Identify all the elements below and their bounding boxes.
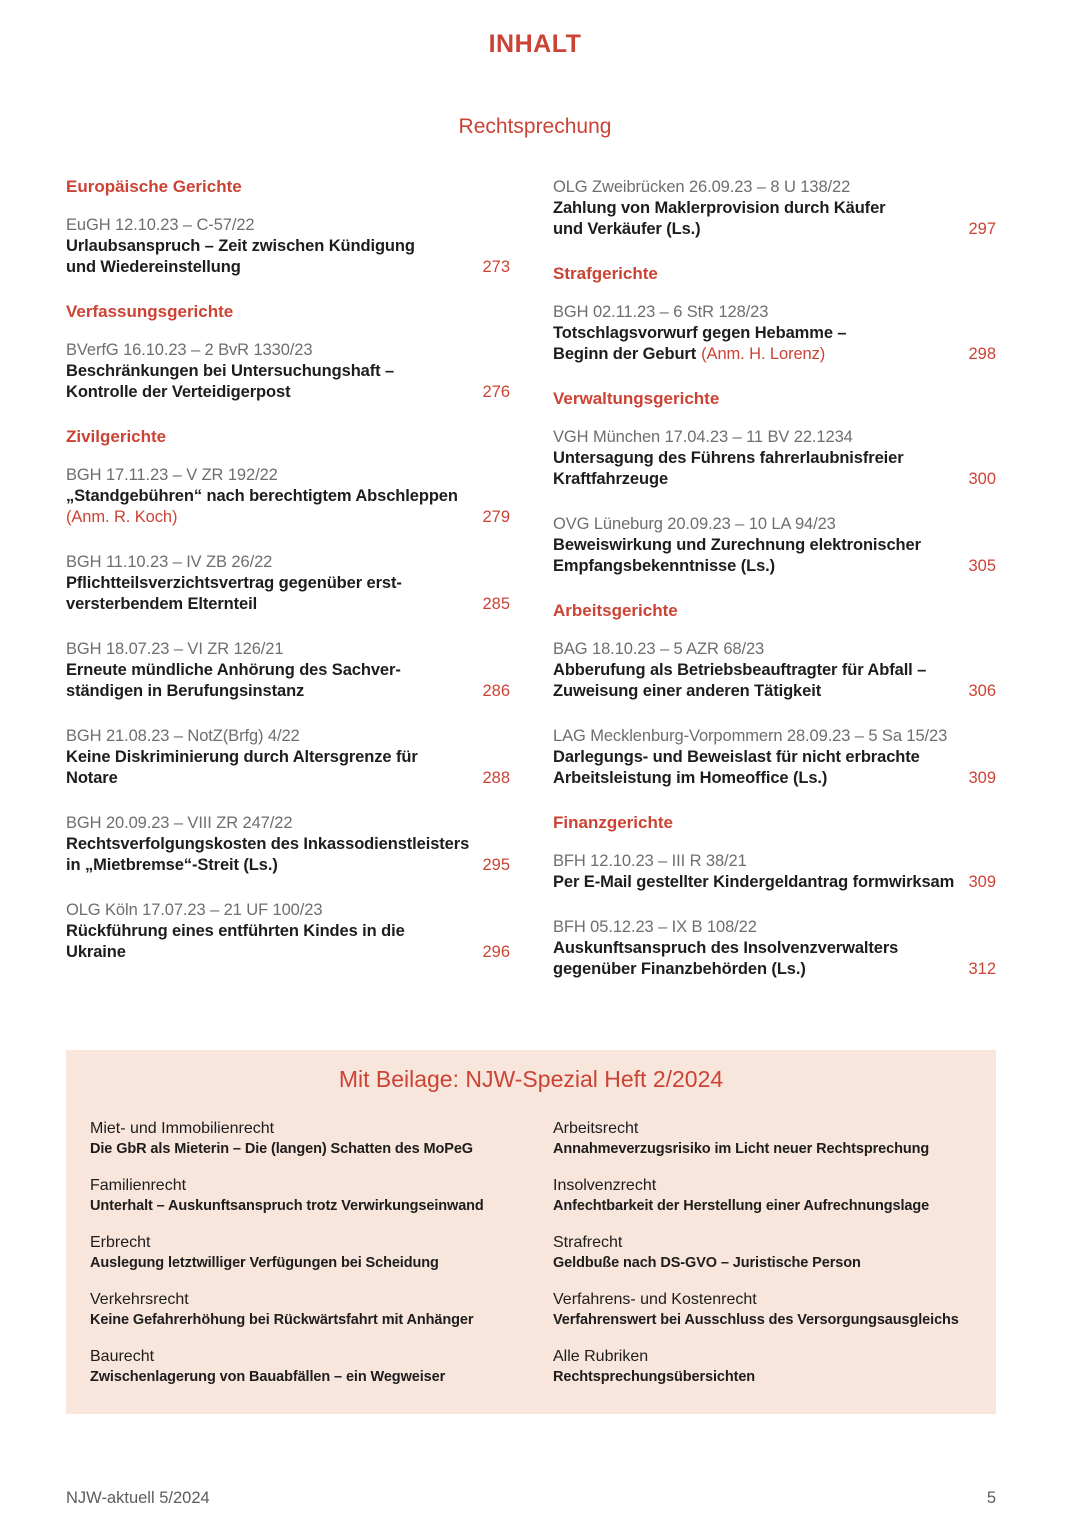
beilage-item (90, 1233, 509, 1272)
footer-journal-label: NJW-aktuell 5/2024 (66, 1489, 210, 1507)
case-reference: BGH 21.08.23 – NotZ(Brfg) 4/22 (66, 727, 300, 745)
footer-page-number: 5 (986, 1489, 996, 1507)
toc-column-left (66, 177, 510, 1004)
case-reference: LAG Mecklenburg-Vorpommern 28.09.23 – 5 Sa 15/23 (553, 727, 948, 745)
case-reference: BGH 11.10.23 – IV ZB 26/22 (66, 553, 273, 571)
section-heading-verfassungsgerichte: Verfassungsgerichte (66, 302, 234, 321)
case-title: Keine Diskriminierung durch Altersgrenze für Notare (66, 748, 418, 787)
beilage-item (90, 1176, 509, 1215)
beilage-item (553, 1233, 972, 1272)
toc-column-right (553, 177, 996, 1004)
toc-entry (553, 726, 996, 789)
beilage-topic: Die GbR als Mieterin – Die (langen) Schatten des MoPeG (90, 1141, 473, 1157)
case-title: Zahlung von Maklerprovision durch Käufer und Verkäufer (Ls.) (553, 199, 886, 238)
page-number: 295 (482, 856, 510, 874)
page-number: 300 (968, 470, 996, 488)
beilage-topic: Geldbuße nach DS-GVO – Juristische Person (553, 1255, 861, 1271)
page-number: 309 (968, 873, 996, 891)
toc-entry (553, 514, 996, 577)
toc-entry (553, 851, 996, 893)
beilage-category: Erbrecht (90, 1234, 151, 1251)
beilage-item (553, 1119, 972, 1158)
toc-entry (66, 900, 510, 963)
beilage-category: Insolvenzrecht (553, 1177, 657, 1194)
beilage-topic: Verfahrenswert bei Ausschluss des Versorgungsausgleichs (553, 1312, 959, 1328)
beilage-item (90, 1119, 509, 1158)
case-reference: EuGH 12.10.23 – C-57/22 (66, 216, 255, 234)
case-title: Totschlagsvorwurf gegen Hebamme – Beginn der Geburt (Anm. H. Lorenz) (553, 324, 847, 363)
case-reference: OLG Zweibrücken 26.09.23 – 8 U 138/22 (553, 178, 851, 196)
beilage-topic: Unterhalt – Auskunftsanspruch trotz Verwirkungseinwand (90, 1198, 484, 1214)
beilage-column-right (553, 1119, 972, 1386)
case-title: Rückführung eines entführten Kindes in die Ukraine (66, 922, 405, 961)
toc-entry (553, 917, 996, 980)
beilage-item (553, 1176, 972, 1215)
section-heading-europaeische-gerichte: Europäische Gerichte (66, 177, 242, 196)
beilage-box (66, 1050, 996, 1414)
beilage-title: Mit Beilage: NJW-Spezial Heft 2/2024 (338, 1066, 724, 1092)
toc-entry (66, 215, 510, 278)
beilage-category: Verkehrsrecht (90, 1291, 189, 1308)
toc-entry (66, 726, 510, 789)
toc-entry (553, 177, 996, 240)
beilage-topic: Keine Gefahrerhöhung bei Rückwärtsfahrt mit Anhänger (90, 1312, 474, 1328)
toc-entry (66, 552, 510, 615)
case-reference: BFH 12.10.23 – III R 38/21 (553, 852, 747, 870)
page-number: 298 (968, 345, 996, 363)
beilage-category: Verfahrens- und Kostenrecht (553, 1291, 757, 1308)
page-number: 297 (968, 220, 996, 238)
section-heading-verwaltungsgerichte: Verwaltungsgerichte (553, 389, 720, 408)
case-reference: BGH 20.09.23 – VIII ZR 247/22 (66, 814, 293, 832)
toc-entry (66, 340, 510, 403)
beilage-category: Miet- und Immobilienrecht (90, 1120, 275, 1137)
page-title: INHALT (488, 30, 582, 58)
case-annotation: (Anm. R. Koch) (66, 508, 178, 526)
beilage-topic: Auslegung letztwilliger Verfügungen bei Scheidung (90, 1255, 439, 1271)
page-number: 286 (482, 682, 510, 700)
beilage-item (90, 1347, 509, 1386)
beilage-topic: Zwischenlagerung von Bauabfällen – ein Wegweiser (90, 1369, 446, 1385)
case-title: Rechtsverfolgungskosten des Inkassodienstleisters in „Mietbremse“-Streit (Ls.) (66, 835, 470, 874)
case-annotation: (Anm. H. Lorenz) (701, 345, 826, 363)
case-title: Beschränkungen bei Untersuchungshaft – Kontrolle der Verteidigerpost (66, 362, 395, 401)
beilage-item (90, 1290, 509, 1329)
case-title: Abberufung als Betriebsbeauftragter für Abfall – Zuweisung einer anderen Tätigkeit (553, 661, 927, 700)
toc-entry (66, 465, 510, 528)
toc-columns (0, 177, 1070, 1004)
beilage-topic: Anfechtbarkeit der Herstellung einer Aufrechnungslage (553, 1198, 930, 1214)
section-heading-zivilgerichte: Zivilgerichte (66, 427, 167, 446)
case-reference: BGH 17.11.23 – V ZR 192/22 (66, 466, 278, 484)
section-heading-arbeitsgerichte: Arbeitsgerichte (553, 601, 678, 620)
beilage-category: Familienrecht (90, 1177, 187, 1194)
page-number: 279 (482, 508, 510, 526)
section-title-rechtsprechung: Rechtsprechung (458, 115, 612, 138)
toc-entry (553, 427, 996, 490)
page-number: 306 (968, 682, 996, 700)
case-reference: VGH München 17.04.23 – 11 BV 22.1234 (553, 428, 853, 446)
beilage-category: Strafrecht (553, 1234, 623, 1251)
page-footer (66, 1489, 996, 1508)
page-number: 305 (968, 557, 996, 575)
page-number: 276 (482, 383, 510, 401)
page-number: 288 (482, 769, 510, 787)
beilage-column-left (90, 1119, 509, 1386)
beilage-item (553, 1290, 972, 1329)
case-reference: BFH 05.12.23 – IX B 108/22 (553, 918, 757, 936)
case-title: Darlegungs- und Beweislast für nicht erbrachte Arbeitsleistung im Homeoffice (Ls.) (553, 748, 920, 787)
case-title: Per E-Mail gestellter Kindergeldantrag formwirksam (553, 873, 955, 891)
beilage-item (553, 1347, 972, 1386)
case-title: „Standgebühren“ nach berechtigtem Abschleppen (Anm. R. Koch) (66, 486, 472, 528)
case-title: Untersagung des Führens fahrerlaubnisfreier Kraftfahrzeuge (553, 449, 904, 488)
case-reference: BGH 02.11.23 – 6 StR 128/23 (553, 303, 769, 321)
toc-entry (553, 639, 996, 702)
page-number: 312 (968, 960, 996, 978)
beilage-topic: Rechtsprechungsübersichten (553, 1369, 756, 1385)
toc-entry (66, 639, 510, 702)
toc-entry (553, 302, 996, 365)
beilage-topic: Annahmeverzugsrisiko im Licht neuer Rechtsprechung (553, 1141, 930, 1157)
case-reference: BAG 18.10.23 – 5 AZR 68/23 (553, 640, 765, 658)
case-title: Beweiswirkung und Zurechnung elektronischer Empfangsbekenntnisse (Ls.) (553, 536, 921, 575)
page-number: 285 (482, 595, 510, 613)
case-reference: OLG Köln 17.07.23 – 21 UF 100/23 (66, 901, 323, 919)
section-heading-finanzgerichte: Finanzgerichte (553, 813, 673, 832)
beilage-category: Baurecht (90, 1348, 155, 1365)
case-title: Auskunftsanspruch des Insolvenzverwalters gegenüber Finanzbehörden (Ls.) (553, 939, 899, 978)
case-title: Pflichtteilsverzichtsvertrag gegenüber erst- versterbendem Elternteil (66, 574, 402, 613)
page-number: 273 (482, 258, 510, 276)
case-reference: BVerfG 16.10.23 – 2 BvR 1330/23 (66, 341, 313, 359)
page-number: 309 (968, 769, 996, 787)
section-heading-strafgerichte: Strafgerichte (553, 264, 658, 283)
page-number: 296 (482, 943, 510, 961)
case-reference: OVG Lüneburg 20.09.23 – 10 LA 94/23 (553, 515, 836, 533)
case-title: Urlaubsanspruch – Zeit zwischen Kündigung und Wiedereinstellung (66, 237, 415, 276)
case-reference: BGH 18.07.23 – VI ZR 126/21 (66, 640, 284, 658)
beilage-category: Arbeitsrecht (553, 1120, 639, 1137)
toc-entry (66, 813, 510, 876)
case-title: Erneute mündliche Anhörung des Sachver- ständigen in Berufungsinstanz (66, 661, 401, 700)
beilage-category: Alle Rubriken (553, 1348, 649, 1365)
